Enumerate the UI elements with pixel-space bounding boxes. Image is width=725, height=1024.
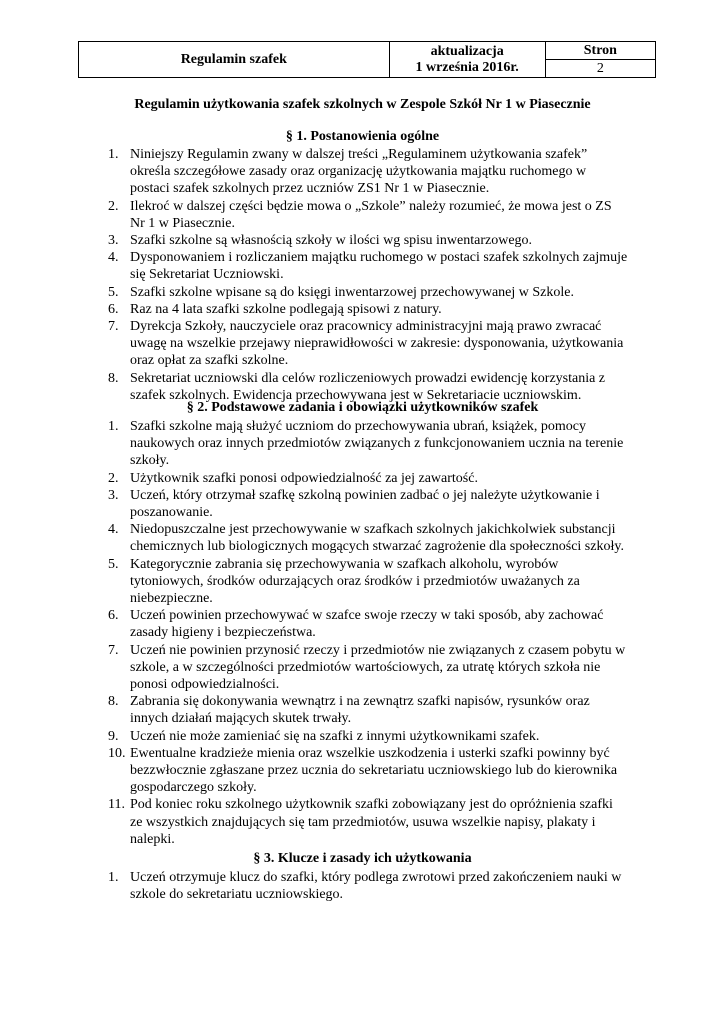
list-item-text: Uczeń otrzymuje klucz do szafki, który podlega zwrotowi przed zakończeniem nauki w szkole do sekretariatu uczniowskiego. xyxy=(130,870,622,903)
list-item-number: 10. xyxy=(108,745,126,761)
list-item xyxy=(108,642,628,694)
list-item-text: Ewentualne kradzieże mienia oraz wszelkie uszkodzenia i usterki szafki powinny być bezzwłocznie zgłaszane przez ucznia do sekretariatu uczniowskiego lub do kierownika gospodarczego szkoły. xyxy=(130,745,618,796)
list-item-number: 9. xyxy=(108,728,119,744)
list-item-number: 1. xyxy=(108,147,119,162)
header-page-number: 2 xyxy=(545,60,655,78)
list-item-text: Szafki szkolne mają służyć uczniom do przechowywania ubrań, książek, pomocy naukowych oraz innych przedmiotów związanych z funkcjonowaniem ucznia na terenie szkoły. xyxy=(130,419,624,469)
list-item xyxy=(108,521,628,555)
list-item-number: 5. xyxy=(108,556,119,572)
list-item xyxy=(108,370,628,404)
list-item-text: Uczeń nie powinien przynosić rzeczy i przedmiotów nie związanych z czasem pobytu w szkole, a w szczególności przedmiotów wartościowych, za utratę których szkoła nie ponosi odpowiedzialności. xyxy=(130,642,626,693)
list-item-text: Ilekroć w dalszej części będzie mowa o „Szkole” należy rozumieć, że mowa jest o ZS Nr 1 w Piasecznie. xyxy=(130,198,612,231)
list-item-number: 2. xyxy=(108,198,119,214)
document-header-table xyxy=(78,41,656,78)
list-item-number: 8. xyxy=(108,694,119,710)
list-item-number: 2. xyxy=(108,470,119,486)
list-item-number: 6. xyxy=(108,301,119,317)
list-item xyxy=(108,318,628,370)
list-item-number: 1. xyxy=(108,870,119,885)
list-item xyxy=(108,745,628,797)
list-item xyxy=(108,301,628,318)
list-item-text: Niedopuszczalne jest przechowywanie w szafkach szkolnych jakichkolwiek substancji chemicznych lub biologicznych mogących stwarzać zagrożenie dla społeczności szkoły. xyxy=(130,522,624,555)
list-item-text: Pod koniec roku szkolnego użytkownik szafki zobowiązany jest do opróżnienia szafki ze wszystkich znajdujących się tam przedmiotów, usuwa wszelkie napisy, plakaty i nalepki. xyxy=(130,797,613,847)
list-item xyxy=(108,249,628,283)
list-item-number: 6. xyxy=(108,608,119,624)
list-item xyxy=(108,607,628,641)
list-item-text: Dysponowaniem i rozliczaniem majątku ruchomego w postaci szafek szkolnych zajmuje się Sekretariat Uczniowski. xyxy=(130,250,628,283)
list-item xyxy=(108,556,628,608)
list-item xyxy=(108,146,628,198)
list-item-text: Szafki szkolne wpisane są do księgi inwentarzowej przechowywanej w Szkole. xyxy=(130,284,574,300)
list-item-number: 7. xyxy=(108,642,119,658)
list-item-number: 3. xyxy=(108,487,119,503)
list-item xyxy=(108,869,628,903)
section-3-list xyxy=(108,869,628,903)
section-2-list xyxy=(108,418,628,848)
list-item-number: 4. xyxy=(108,522,119,538)
list-item-number: 7. xyxy=(108,319,119,335)
list-item-number: 11. xyxy=(108,797,125,813)
section-1-heading: § 1. Postanowienia ogólne xyxy=(285,129,440,144)
list-item-number: 3. xyxy=(108,233,119,249)
list-item xyxy=(108,796,628,848)
list-item-text: Kategorycznie zabrania się przechowywania w szafkach alkoholu, wyrobów tytoniowych, środków odurzających oraz środków i przedmiotów uważanych za niebezpieczne. xyxy=(130,556,580,607)
list-item-text: Użytkownik szafki ponosi odpowiedzialność za jej zawartość. xyxy=(130,470,478,486)
list-item-text: Uczeń nie może zamieniać się na szafki z innymi użytkownikami szafek. xyxy=(130,728,540,744)
list-item xyxy=(108,284,628,301)
header-update-label: aktualizacja xyxy=(430,43,504,59)
list-item-number: 1. xyxy=(108,419,119,434)
list-item-text: Uczeń powinien przechowywać w szafce swoje rzeczy w taki sposób, aby zachować zasady higieny i bezpieczeństwa. xyxy=(130,608,604,641)
list-item-text: Niniejszy Regulamin zwany w dalszej treści „Regulaminem użytkowania szafek” określa szczegółowe zasady oraz organizację użytkowania majątku ruchomego w postaci szafek szkolnych przez uczniów ZS1 Nr 1 w Piasecznie. xyxy=(130,147,588,197)
list-item-text: Zabrania się dokonywania wewnątrz i na zewnątrz szafki napisów, rysunków oraz innych działań mających skutek trwały. xyxy=(130,694,590,727)
list-item xyxy=(108,728,628,745)
list-item-text: Dyrekcja Szkoły, nauczyciele oraz pracownicy administracyjni mają prawo zwracać uwagę na wszelkie przejawy nieprawidłowości w zakresie: dysponowania, użytkowania oraz opłat za szafki szkolne. xyxy=(130,319,624,369)
list-item xyxy=(108,232,628,249)
list-item xyxy=(108,470,628,487)
list-item-text: Raz na 4 lata szafki szkolne podlegają spisowi z natury. xyxy=(130,301,442,317)
list-item xyxy=(108,198,628,232)
list-item xyxy=(108,418,628,470)
section-2-heading: § 2. Podstawowe zadania i obowiązki użytkowników szafek xyxy=(186,400,539,415)
header-update-cell xyxy=(389,42,545,78)
list-item-number: 8. xyxy=(108,370,119,386)
list-item-text: Sekretariat uczniowski dla celów rozliczeniowych prowadzi ewidencję korzystania z szafek szkolnych. Ewidencja przechowywana jest w Sekretariacie uczniowskim. xyxy=(130,370,606,403)
list-item xyxy=(108,693,628,727)
header-title: Regulamin szafek xyxy=(79,42,390,78)
header-pages-label: Stron xyxy=(545,42,655,60)
document-title: Regulamin użytkowania szafek szkolnych w Zespole Szkół Nr 1 w Piasecznie xyxy=(134,97,591,112)
list-item-text: Szafki szkolne są własnością szkoły w ilości wg spisu inwentarzowego. xyxy=(130,233,533,249)
header-update-date: 1 września 2016r. xyxy=(415,59,519,75)
list-item-number: 4. xyxy=(108,250,119,266)
section-3-heading: § 3. Klucze i zasady ich użytkowania xyxy=(253,851,472,866)
list-item xyxy=(108,487,628,521)
section-1-list xyxy=(108,146,628,404)
list-item-number: 5. xyxy=(108,284,119,300)
list-item-text: Uczeń, który otrzymał szafkę szkolną powinien zadbać o jej należyte użytkowanie i poszanowanie. xyxy=(130,487,600,521)
